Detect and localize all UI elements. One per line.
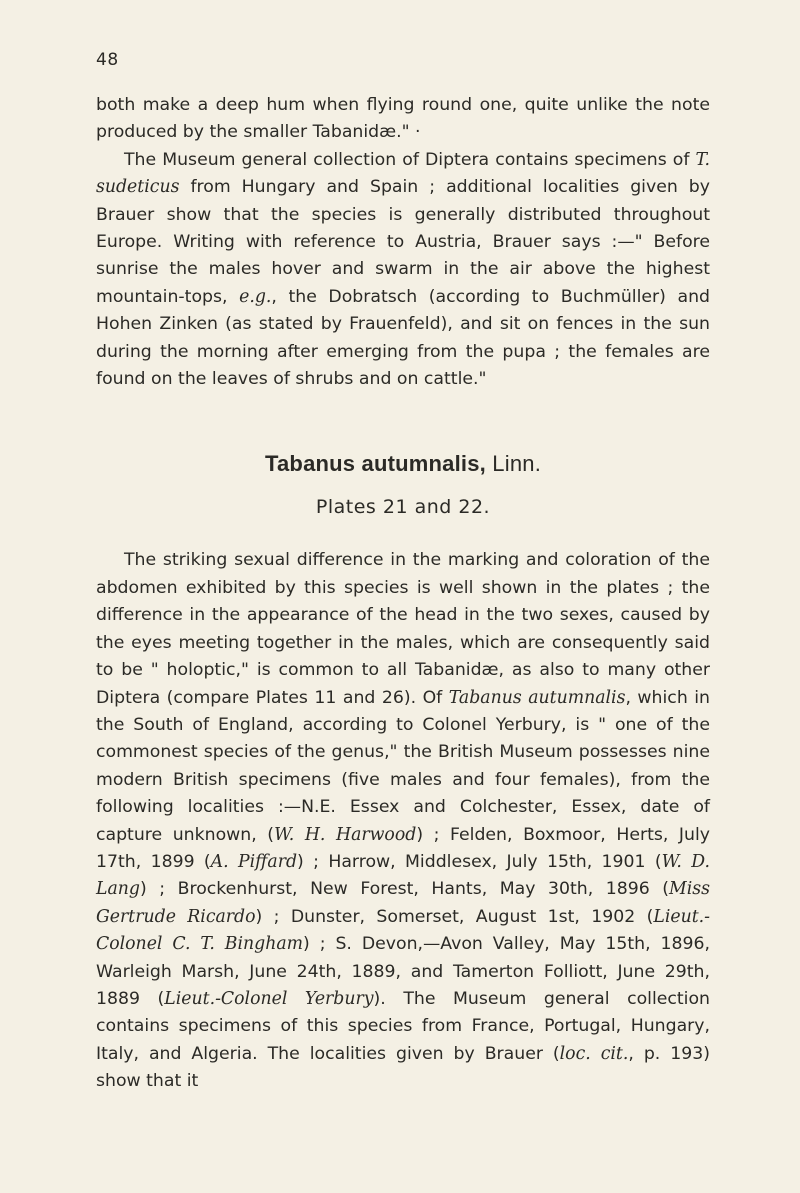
collector-name: W. H. Harwood	[274, 824, 417, 845]
collector-name: Lieut.-Colonel C. T. Bingham	[96, 906, 710, 955]
paragraph-autumnalis: The striking sexual difference in the marking and coloration of the abdomen exhibited by this species is well shown in the plates ; the difference in the appearance of the head in the two sexes, caused by the eyes meeting together in the males, which are consequently said to be " holoptic," is common to all Tabanidæ, as also to many other Diptera (compare Plates 11 and 26). Of Tabanus autumnalis, which in the South of England, according to Colonel Yerbury, is " one of the commonest species of the genus," the British Museum possesses nine modern British specimens (five males and four females), from the following localities :—N.E. Essex and Colchester, Essex, date of capture unknown, (W. H. Harwood) ; Felden, Boxmoor, Herts, July 17th, 1899 (A. Piffard) ; Harrow, Middlesex, July 15th, 1901 (W. D. Lang) ; Brockenhurst, New Forest, Hants, May 30th, 1896 (Miss Gertrude Ricardo) ; Dunster, Somerset, August 1st, 1902 (Lieut.-Colonel C. T. Bingham) ; S. Devon,—Avon Valley, May 15th, 1896, Warleigh Marsh, June 24th, 1889, and Tamerton Folliott, June 29th, 1889 (Lieut.-Colonel Yerbury). The Museum general collection contains specimens of this species from France, Portugal, Hungary, Italy, and Algeria. The localities given by Brauer (loc. cit., p. 193) show that it	[96, 550, 710, 1092]
plates-reference: Plates 21 and 22.	[315, 496, 491, 519]
species-name: T. sudeticus	[96, 149, 710, 198]
paragraph-continuation: both make a deep hum when flying round one, quite unlike the note produced by the smaller Tabanidæ." ·	[96, 95, 710, 143]
author-name: Linn.	[485, 451, 542, 477]
species-name: Tabanus autumnalis	[448, 687, 626, 708]
collector-name: A. Piffard	[210, 851, 298, 872]
abbreviation: e.g.	[239, 286, 272, 307]
text-column	[96, 92, 710, 1096]
species-heading: Tabanus autumnalis, Linn.	[264, 451, 542, 477]
citation: loc. cit.	[559, 1043, 629, 1064]
collector-name: Miss Gertrude Ricardo	[96, 879, 710, 927]
paragraph-sudeticus: The Museum general collection of Diptera contains specimens of T. sudeticus from Hungary and Spain ; additional localities given by Brauer show that the species is generally distributed throughout Europe. Writing with reference to Austria, Brauer says :—" Before sunrise the males hover and swarm in the air above the highest mountain-tops, e.g., the Dobratsch (according to Buchmüller) and Hohen Zinken (as stated by Frauenfeld), and sit on fences in the sun during the morning after emerging from the pupa ; the females are found on the leaves of shrubs and on cattle."	[96, 149, 711, 390]
page-number: 48	[96, 50, 119, 70]
collector-name: W. D. Lang	[96, 851, 710, 900]
collector-name: Lieut.-Colonel Yerbury	[164, 988, 374, 1009]
